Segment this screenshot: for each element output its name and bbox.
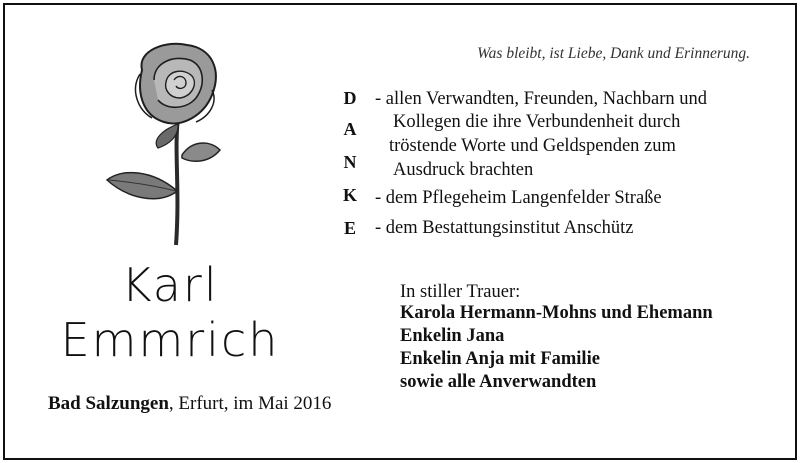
deceased-last-name: Emmrich — [60, 313, 280, 367]
danke-letter-d: D — [343, 88, 357, 108]
danke-section — [0, 86, 800, 246]
motto-text: Was bleibt, ist Liebe, Dank und Erinnerung. — [477, 45, 750, 62]
danke-letter-k: K — [343, 185, 358, 205]
danke-line: tröstende Worte und Geldspenden zum — [389, 136, 676, 156]
place-date-line — [48, 393, 331, 415]
danke-letter-n: N — [343, 152, 357, 172]
danke-line: Ausdruck brachten — [393, 160, 534, 180]
place-bold: Bad Salzungen — [48, 393, 169, 414]
danke-letter-a: A — [343, 119, 357, 139]
mourner-name: Enkelin Anja mit Familie — [400, 349, 600, 369]
deceased-first-name: Karl — [121, 258, 219, 312]
danke-line: - allen Verwandten, Freunden, Nachbarn und — [375, 89, 708, 109]
place-rest: , Erfurt, im Mai 2016 — [168, 393, 332, 414]
mourning-intro: In stiller Trauer: — [400, 282, 521, 302]
danke-letter-e: E — [343, 218, 356, 238]
mourner-name: Karola Hermann-Mohns und Ehemann — [400, 303, 713, 323]
mourner-name: sowie alle Anverwandten — [400, 372, 597, 392]
danke-line: Kollegen die ihre Verbundenheit durch — [393, 112, 681, 132]
danke-line: - dem Pflegeheim Langenfelder Straße — [375, 188, 662, 208]
mourner-name: Enkelin Jana — [400, 326, 505, 346]
danke-line: - dem Bestattungsinstitut Anschütz — [375, 218, 634, 238]
